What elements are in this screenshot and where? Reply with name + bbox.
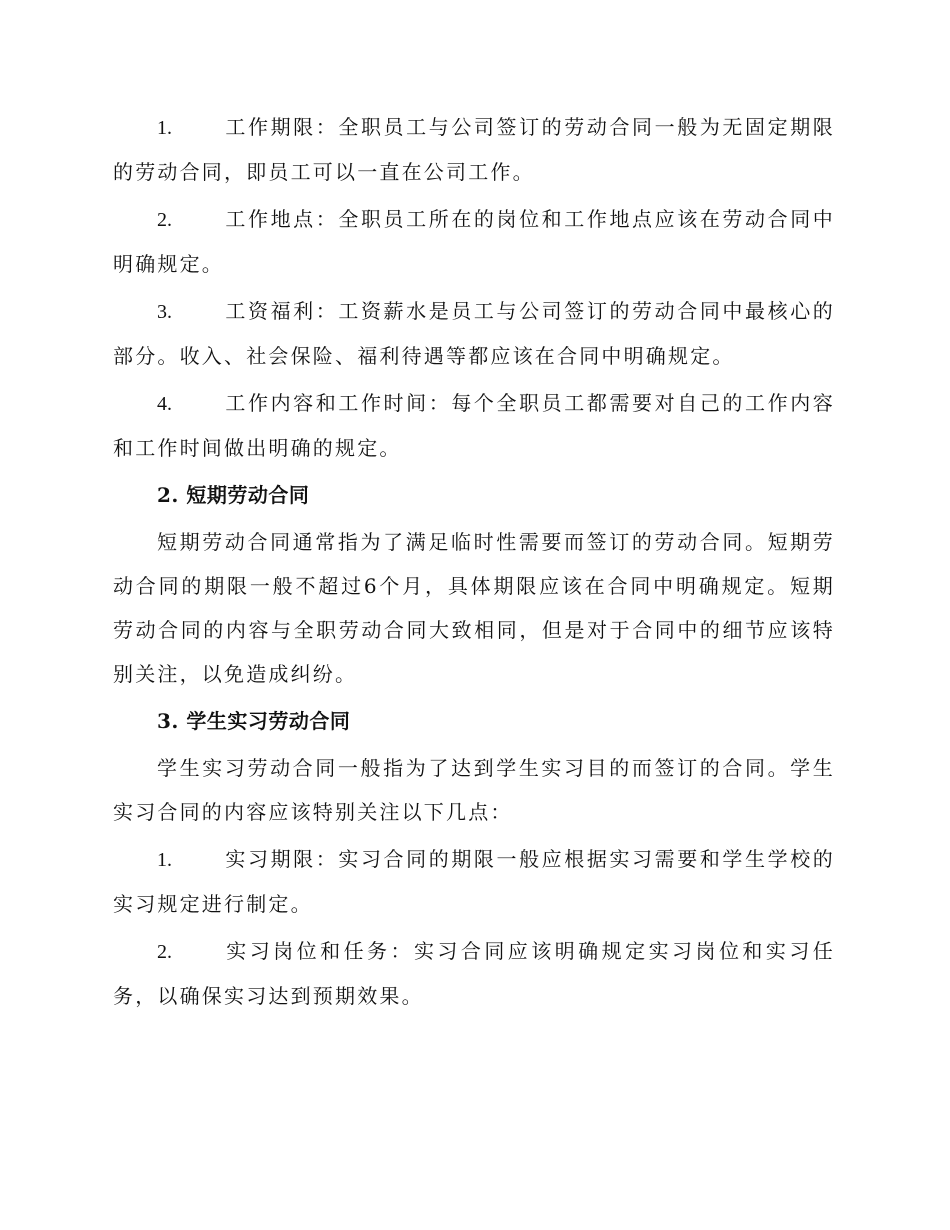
list-item-number: 1. — [157, 117, 172, 139]
list-item-text: 工作内容和工作时间：每个全职员工都需要对自己的工作内容和工作时间做出明确的规定。 — [113, 391, 835, 460]
list-item-text: 工作地点：全职员工所在的岗位和工作地点应该在劳动合同中明确规定。 — [113, 207, 835, 276]
section-heading-internship: 3. 学生实习劳动合同 — [157, 709, 351, 733]
list-item-number: 2. — [157, 209, 172, 231]
list-item-number: 4. — [157, 393, 172, 415]
section-heading-short-term: 2. 短期劳动合同 — [157, 483, 310, 507]
document-body — [113, 105, 835, 1021]
list-item-number: 2. — [157, 941, 172, 963]
list-item — [113, 837, 835, 926]
list-item — [113, 929, 835, 1018]
list-item — [113, 289, 835, 378]
list-item-text: 实习岗位和任务：实习合同应该明确规定实习岗位和实习任务，以确保实习达到预期效果。 — [113, 939, 835, 1008]
list-item-text: 工资福利：工资薪水是员工与公司签订的劳动合同中最核心的部分。收入、社会保险、福利待遇等都应该在合同中明确规定。 — [113, 299, 835, 368]
list-item — [113, 105, 835, 194]
paragraph-short-term: 短期劳动合同通常指为了满足临时性需要而签订的劳动合同。短期劳动合同的期限一般不超过6个月，具体期限应该在合同中明确规定。短期劳动合同的内容与全职劳动合同大致相同，但是对于合同中的细节应该特别关注，以免造成纠纷。 — [113, 530, 835, 686]
list-item-number: 1. — [157, 849, 172, 871]
list-item — [113, 381, 835, 470]
list-item-text: 实习期限：实习合同的期限一般应根据实习需要和学生学校的实习规定进行制定。 — [113, 847, 835, 916]
list-item — [113, 197, 835, 286]
list-item-number: 3. — [157, 301, 172, 323]
paragraph-internship: 学生实习劳动合同一般指为了达到学生实习目的而签订的合同。学生实习合同的内容应该特别关注以下几点： — [113, 756, 835, 824]
list-item-text: 工作期限：全职员工与公司签订的劳动合同一般为无固定期限的劳动合同，即员工可以一直在公司工作。 — [113, 115, 835, 184]
